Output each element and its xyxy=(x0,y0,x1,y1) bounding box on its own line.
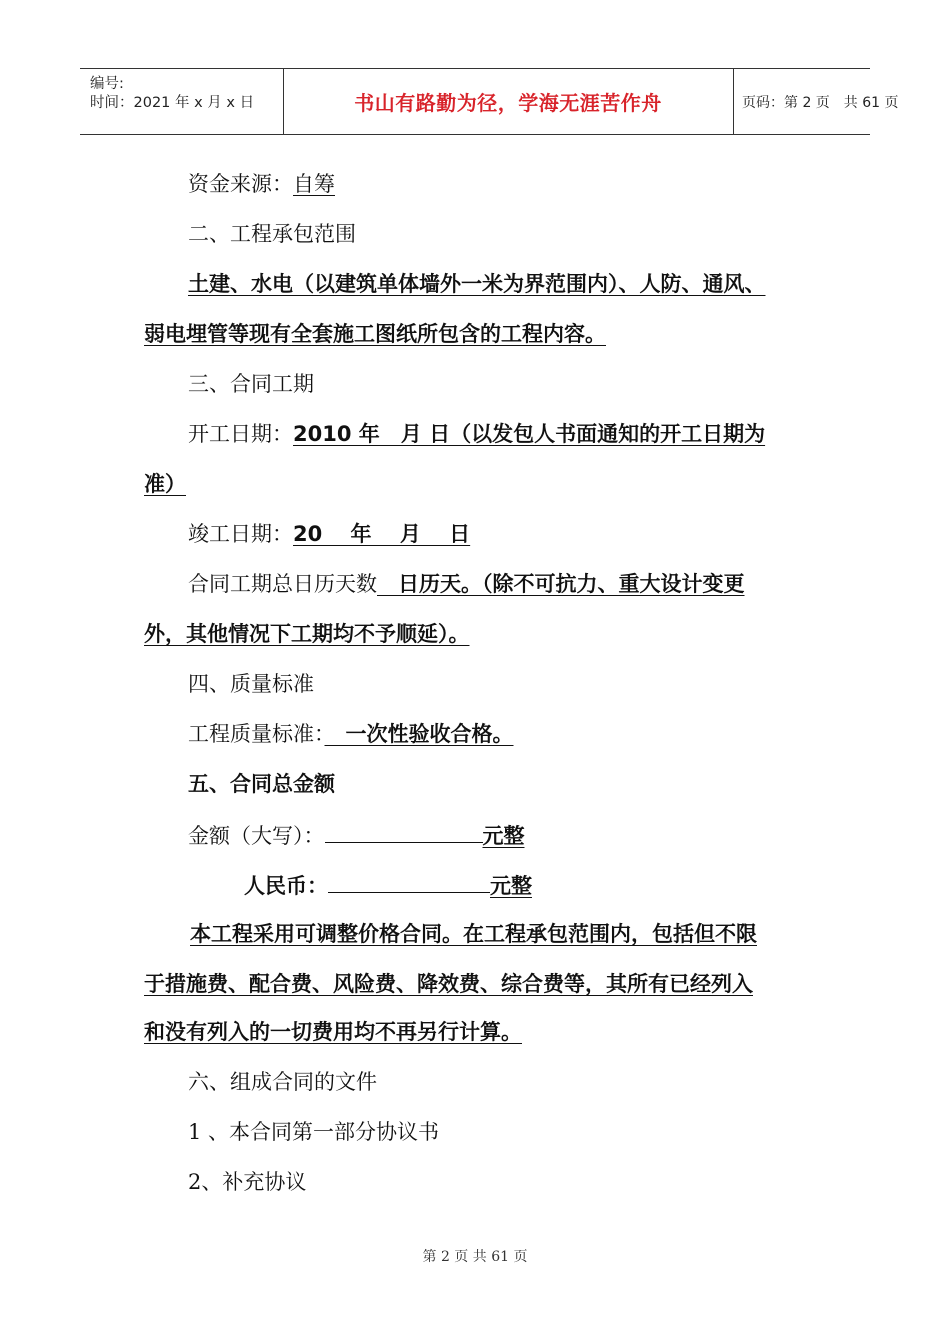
header-motto-cell xyxy=(283,69,734,134)
fund-source-line xyxy=(188,170,335,198)
document-time: 时间：2021 年 x 月 x 日 xyxy=(90,95,255,111)
duration-line xyxy=(188,570,745,598)
header-page-cell xyxy=(733,69,899,134)
start-date-line xyxy=(188,420,765,448)
amount-label: 金额（大写）： xyxy=(188,824,325,848)
amount-blank xyxy=(325,820,483,843)
section-4-title: 四、质量标准 xyxy=(188,672,314,696)
fund-source-label: 资金来源： xyxy=(188,172,293,196)
rmb-blank xyxy=(328,870,490,893)
quality-value: 一次性验收合格。 xyxy=(324,722,514,746)
section-5-title: 五、合同总金额 xyxy=(188,772,335,796)
amount-unit: 元整 xyxy=(482,824,525,848)
rmb-unit: 元整 xyxy=(490,874,532,898)
page-header xyxy=(80,68,899,135)
contract-doc-item-1: 1 、本合同第一部分协议书 xyxy=(188,1120,440,1144)
quality-label: 工程质量标准： xyxy=(188,722,325,746)
section-6-title: 六、组成合同的文件 xyxy=(188,1070,377,1094)
document-number: 编号: xyxy=(90,76,124,92)
section-2-title: 二、工程承包范围 xyxy=(188,222,356,246)
rmb-line xyxy=(244,870,532,900)
rmb-label: 人民币： xyxy=(244,874,328,898)
header-page-info: 页码：第 2 页 共 61 页 xyxy=(742,94,899,111)
header-meta-cell xyxy=(80,69,284,134)
quality-line xyxy=(188,720,514,748)
end-date-label: 竣工日期： xyxy=(188,522,293,546)
end-date-value: 20 年 月 日 xyxy=(293,522,471,546)
price-paragraph-line-1: 本工程采用可调整价格合同。在工程承包范围内，包括但不限 xyxy=(190,922,757,946)
start-date-label: 开工日期： xyxy=(188,422,293,446)
header-motto: 书山有路勤为径，学海无涯苦作舟 xyxy=(354,91,662,115)
start-date-value: 2010 年 月 日（以发包人书面通知的开工日期为 xyxy=(293,422,766,446)
amount-line xyxy=(188,820,525,850)
price-paragraph-line-3: 和没有列入的一切费用均不再另行计算。 xyxy=(144,1020,522,1044)
price-paragraph-line-2: 于措施费、配合费、风险费、降效费、综合费等，其所有已经列入 xyxy=(144,972,753,996)
duration-value: 日历天。（除不可抗力、重大设计变更 xyxy=(377,572,745,596)
section-3-title: 三、合同工期 xyxy=(188,372,314,396)
duration-label: 合同工期总日历天数 xyxy=(188,572,377,596)
duration-line-2: 外，其他情况下工期均不予顺延）。 xyxy=(144,622,470,646)
start-date-line-2: 准） xyxy=(144,472,186,496)
contract-doc-item-2: 2、补充协议 xyxy=(188,1170,307,1194)
page-footer: 第 2 页 共 61 页 xyxy=(422,1249,528,1265)
scope-line-1: 土建、水电（以建筑单体墙外一米为界范围内）、人防、通风、 xyxy=(188,272,766,296)
end-date-line xyxy=(188,520,470,548)
scope-line-2: 弱电埋管等现有全套施工图纸所包含的工程内容。 xyxy=(144,322,606,346)
fund-source-value: 自筹 xyxy=(293,172,335,196)
